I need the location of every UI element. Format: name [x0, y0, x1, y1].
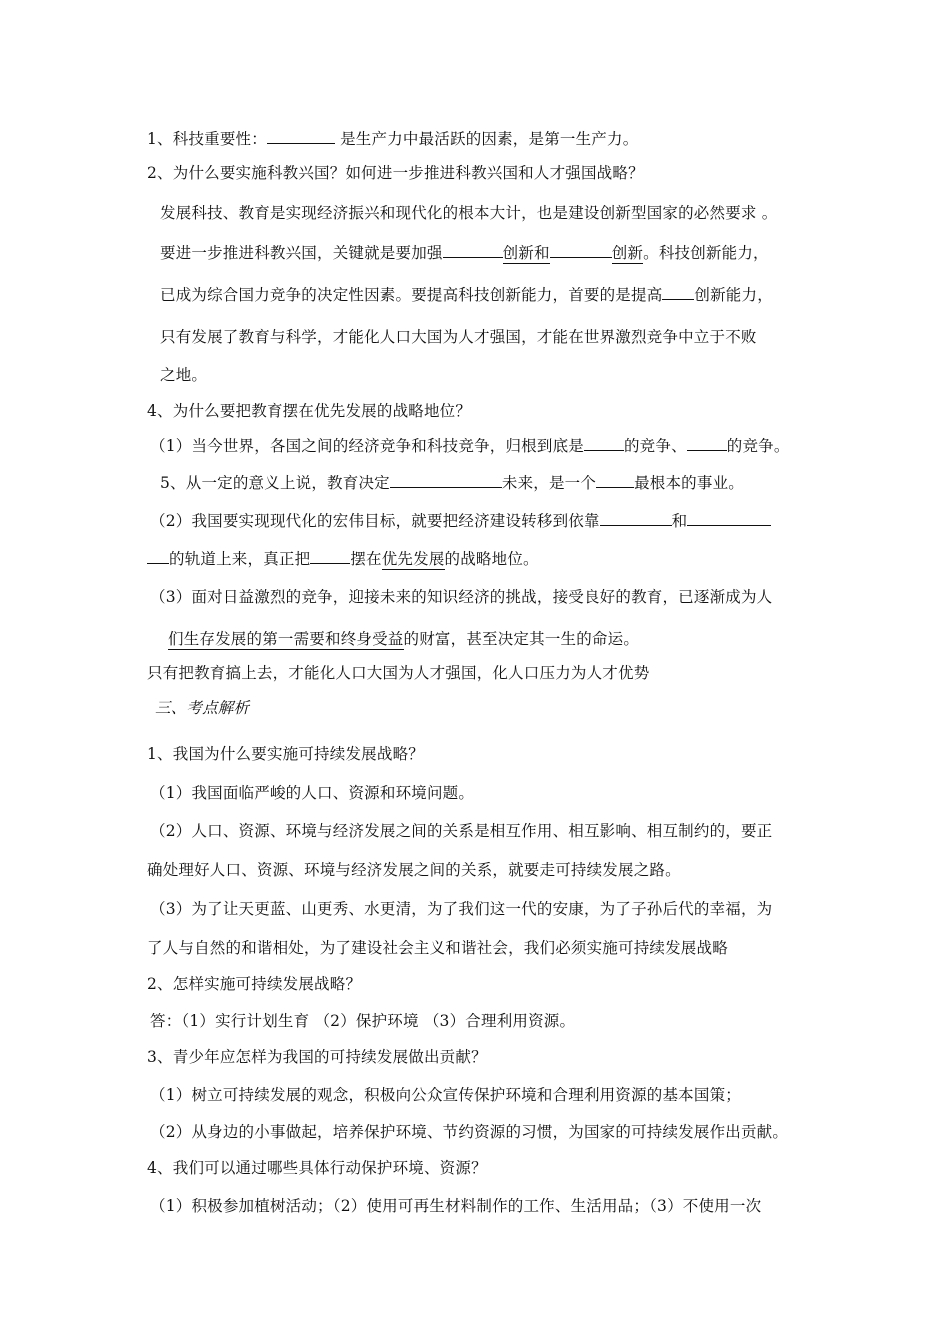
text: 最根本的事业。: [634, 474, 744, 492]
question-heading: 4、为什么要把教育摆在优先发展的战略地位？: [147, 402, 472, 420]
answer-line: 答：（1）实行计划生育 （2）保护环境 （3）合理利用资源。: [150, 1012, 576, 1030]
question-line: [147, 548, 539, 570]
question-line: [160, 472, 744, 494]
text: 是生产力中最活跃的因素，是第一生产力。: [334, 130, 639, 148]
section-heading: 三、考点解析: [155, 699, 250, 717]
text: 的轨道上来，真正把: [169, 550, 311, 568]
paragraph-line: 确处理好人口、资源、环境与经济发展之间的关系，就要走可持续发展之路。: [147, 861, 681, 879]
text: 。科技创新能力，: [643, 244, 769, 262]
paragraph-line: （1）积极参加植树活动；（2）使用可再生材料制作的工作、生活用品；（3）不使用一次: [150, 1197, 762, 1215]
text: 1、科技重要性：: [147, 130, 267, 148]
text: 的战略地位。: [444, 550, 539, 568]
underlined-text: 创新和: [502, 244, 550, 262]
question-heading: 2、怎样实施可持续发展战略？: [147, 975, 362, 993]
answer-blank: [596, 473, 634, 488]
question-heading: 4、我们可以通过哪些具体行动保护环境、资源？: [147, 1159, 487, 1177]
text: （1）当今世界，各国之间的经济竞争和科技竞争，归根到底是: [150, 437, 584, 455]
question-line: [150, 510, 771, 532]
question-heading: 2、为什么要实施科教兴国？如何进一步推进科教兴国和人才强国战略？: [147, 164, 644, 182]
question-heading: 1、我国为什么要实施可持续发展战略？: [147, 745, 424, 763]
paragraph-line: 之地。: [160, 366, 208, 384]
text: 要进一步推进科教兴国，关键就是要加强: [160, 244, 443, 262]
paragraph-line: （2）从身边的小事做起，培养保护环境、节约资源的习惯，为国家的可持续发展作出贡献。: [150, 1123, 789, 1141]
answer-blank: [662, 285, 694, 300]
paragraph-line: 了人与自然的和谐相处，为了建设社会主义和谐社会，我们必须实施可持续发展战略: [147, 939, 728, 957]
text: （2）我国要实现现代化的宏伟目标，就要把经济建设转移到依靠: [150, 512, 600, 530]
answer-blank: [550, 243, 612, 258]
text: 的竞争、: [623, 437, 687, 455]
paragraph-line: （3）为了让天更蓝、山更秀、水更清，为了我们这一代的安康，为了子孙后代的幸福，为: [150, 900, 773, 918]
answer-blank: [390, 473, 502, 488]
paragraph-line: （2）人口、资源、环境与经济发展之间的关系是相互作用、相互影响、相互制约的，要正: [150, 822, 773, 840]
text: 的竞争。: [726, 437, 790, 455]
paragraph-line: （3）面对日益激烈的竞争，迎接未来的知识经济的挑战，接受良好的教育，已逐渐成为人: [150, 588, 773, 606]
question-line: [147, 128, 638, 150]
answer-blank: [147, 549, 169, 564]
paragraph-line: [160, 284, 773, 306]
answer-blank: [687, 436, 727, 451]
text: 5、从一定的意义上说，教育决定: [160, 474, 390, 492]
underlined-text: 创新: [611, 244, 644, 262]
text: 未来，是一个: [501, 474, 597, 492]
paragraph-line: [160, 242, 769, 264]
answer-blank: [310, 549, 350, 564]
question-line: [150, 435, 790, 457]
answer-blank: [584, 436, 624, 451]
text: 的财富，甚至决定其一生的命运。: [403, 630, 640, 648]
paragraph-line: 只有把教育搞上去，才能化人口大国为人才强国，化人口压力为人才优势: [147, 664, 650, 682]
paragraph-line: （1）我国面临严峻的人口、资源和环境问题。: [150, 784, 475, 802]
paragraph-line: [168, 628, 639, 650]
answer-blank: [267, 129, 335, 144]
text: 摆在: [350, 550, 382, 568]
paragraph-line: 只有发展了教育与科学，才能化人口大国为人才强国，才能在世界激烈竞争中立于不败: [160, 328, 757, 346]
text: 已成为综合国力竞争的决定性因素。要提高科技创新能力，首要的是提高: [160, 286, 663, 304]
underlined-text: 优先发展: [381, 550, 445, 568]
paragraph-line: 发展科技、教育是实现经济振兴和现代化的根本大计，也是建设创新型国家的必然要求 。: [160, 204, 778, 222]
question-heading: 3、青少年应怎样为我国的可持续发展做出贡献？: [147, 1048, 487, 1066]
underlined-text: 们生存发展的第一需要和终身受益: [168, 630, 404, 648]
text: 创新能力，: [694, 286, 773, 304]
answer-blank: [687, 511, 771, 526]
text: 和: [671, 512, 688, 530]
answer-blank: [443, 243, 503, 258]
answer-blank: [600, 511, 672, 526]
paragraph-line: （1）树立可持续发展的观念，积极向公众宣传保护环境和合理利用资源的基本国策；: [150, 1086, 741, 1104]
